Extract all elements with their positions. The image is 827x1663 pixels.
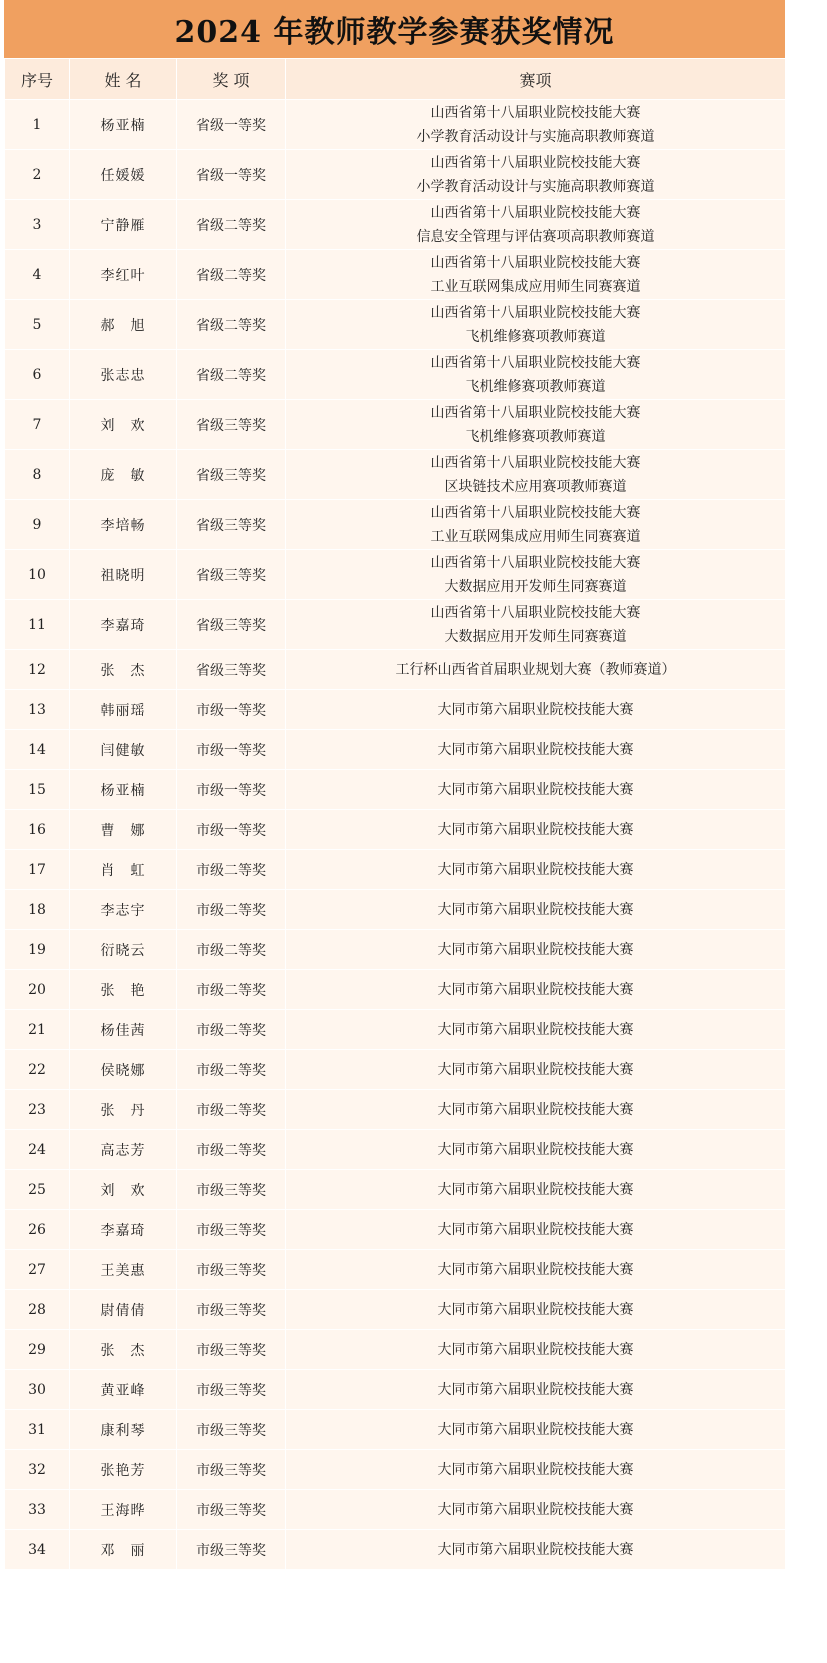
competition-line: 山西省第十八届职业院校技能大赛: [430, 404, 641, 421]
competition-line: 大同市第六届职业院校技能大赛: [437, 1021, 634, 1038]
table-row: [5, 1010, 786, 1050]
cell-index: 9: [5, 500, 70, 550]
competition-line: 信息安全管理与评估赛项高职教师赛道: [416, 228, 655, 245]
cell-index: 26: [5, 1210, 70, 1250]
cell-competition: [286, 850, 786, 890]
cell-award: 市级三等奖: [177, 1370, 286, 1410]
cell-index: 4: [5, 250, 70, 300]
cell-index: 34: [5, 1530, 70, 1570]
cell-index: 29: [5, 1330, 70, 1370]
competition-line: 山西省第十八届职业院校技能大赛: [430, 154, 641, 171]
table-row: [5, 1410, 786, 1450]
table-row: [5, 250, 786, 300]
table-row: [5, 1130, 786, 1170]
cell-name: 康利琴: [70, 1410, 177, 1450]
cell-award: 市级三等奖: [177, 1290, 286, 1330]
cell-award: 市级二等奖: [177, 970, 286, 1010]
cell-award: 市级三等奖: [177, 1330, 286, 1370]
competition-line: 工业互联网集成应用师生同赛赛道: [430, 528, 641, 545]
cell-award: 市级二等奖: [177, 1130, 286, 1170]
competition-line: 山西省第十八届职业院校技能大赛: [430, 504, 641, 521]
competition-line: 山西省第十八届职业院校技能大赛: [430, 354, 641, 371]
cell-competition: [286, 400, 786, 450]
cell-competition: [286, 100, 786, 150]
cell-award: 省级三等奖: [177, 450, 286, 500]
cell-competition: [286, 1250, 786, 1290]
cell-award: 省级三等奖: [177, 650, 286, 690]
cell-index: 19: [5, 930, 70, 970]
header-name: 姓 名: [70, 59, 177, 100]
cell-index: 12: [5, 650, 70, 690]
competition-line: 山西省第十八届职业院校技能大赛: [430, 304, 641, 321]
cell-name: 杨佳茜: [70, 1010, 177, 1050]
cell-competition: [286, 300, 786, 350]
cell-award: 市级二等奖: [177, 1050, 286, 1090]
cell-name: 邓 丽: [70, 1530, 177, 1570]
table-row: [5, 1290, 786, 1330]
cell-name: 杨亚楠: [70, 100, 177, 150]
cell-award: 市级一等奖: [177, 730, 286, 770]
table-row: [5, 1450, 786, 1490]
cell-competition: [286, 690, 786, 730]
cell-award: 市级一等奖: [177, 810, 286, 850]
cell-name: 李嘉琦: [70, 1210, 177, 1250]
table-row: [5, 730, 786, 770]
table-row: [5, 650, 786, 690]
cell-name: 张 杰: [70, 650, 177, 690]
cell-award: 市级三等奖: [177, 1530, 286, 1570]
cell-name: 张艳芳: [70, 1450, 177, 1490]
table-row: [5, 400, 786, 450]
cell-name: 高志芳: [70, 1130, 177, 1170]
cell-name: 刘 欢: [70, 400, 177, 450]
cell-award: 市级三等奖: [177, 1210, 286, 1250]
cell-competition: [286, 1210, 786, 1250]
awards-document: [4, 0, 785, 1570]
competition-line: 大同市第六届职业院校技能大赛: [437, 1461, 634, 1478]
table-row: [5, 1490, 786, 1530]
cell-name: 庞 敏: [70, 450, 177, 500]
cell-index: 6: [5, 350, 70, 400]
cell-index: 32: [5, 1450, 70, 1490]
cell-competition: [286, 730, 786, 770]
cell-name: 王海晔: [70, 1490, 177, 1530]
competition-line: 山西省第十八届职业院校技能大赛: [430, 104, 641, 121]
cell-index: 13: [5, 690, 70, 730]
header-competition: 赛项: [286, 59, 786, 100]
cell-award: 市级三等奖: [177, 1450, 286, 1490]
cell-competition: [286, 1410, 786, 1450]
cell-name: 祖晓明: [70, 550, 177, 600]
competition-line: 大数据应用开发师生同赛赛道: [444, 628, 627, 645]
cell-competition: [286, 1130, 786, 1170]
header-award: 奖 项: [177, 59, 286, 100]
cell-competition: [286, 1090, 786, 1130]
cell-index: 15: [5, 770, 70, 810]
table-row: [5, 100, 786, 150]
cell-name: 黄亚峰: [70, 1370, 177, 1410]
cell-competition: [286, 1450, 786, 1490]
cell-competition: [286, 450, 786, 500]
cell-competition: [286, 810, 786, 850]
cell-index: 33: [5, 1490, 70, 1530]
cell-competition: [286, 1050, 786, 1090]
cell-name: 郝 旭: [70, 300, 177, 350]
cell-name: 任媛媛: [70, 150, 177, 200]
cell-award: 省级三等奖: [177, 500, 286, 550]
table-row: [5, 1330, 786, 1370]
competition-line: 大同市第六届职业院校技能大赛: [437, 901, 634, 918]
cell-name: 张 丹: [70, 1090, 177, 1130]
competition-line: 大同市第六届职业院校技能大赛: [437, 1341, 634, 1358]
cell-award: 省级二等奖: [177, 350, 286, 400]
cell-competition: [286, 650, 786, 690]
cell-index: 8: [5, 450, 70, 500]
cell-index: 23: [5, 1090, 70, 1130]
cell-index: 27: [5, 1250, 70, 1290]
competition-line: 飞机维修赛项教师赛道: [465, 328, 606, 345]
cell-index: 17: [5, 850, 70, 890]
cell-award: 市级二等奖: [177, 850, 286, 890]
competition-line: 飞机维修赛项教师赛道: [465, 378, 606, 395]
cell-index: 18: [5, 890, 70, 930]
cell-name: 侯晓娜: [70, 1050, 177, 1090]
cell-competition: [286, 600, 786, 650]
cell-competition: [286, 1530, 786, 1570]
competition-line: 大同市第六届职业院校技能大赛: [437, 741, 634, 758]
table-row: [5, 1170, 786, 1210]
cell-name: 韩丽瑶: [70, 690, 177, 730]
cell-index: 20: [5, 970, 70, 1010]
cell-index: 2: [5, 150, 70, 200]
competition-line: 大同市第六届职业院校技能大赛: [437, 1541, 634, 1558]
cell-competition: [286, 1010, 786, 1050]
cell-index: 11: [5, 600, 70, 650]
table-row: [5, 970, 786, 1010]
table-row: [5, 600, 786, 650]
awards-table: [4, 58, 786, 1570]
competition-line: 大同市第六届职业院校技能大赛: [437, 981, 634, 998]
cell-index: 3: [5, 200, 70, 250]
cell-award: 市级三等奖: [177, 1410, 286, 1450]
competition-line: 大同市第六届职业院校技能大赛: [437, 1381, 634, 1398]
competition-line: 山西省第十八届职业院校技能大赛: [430, 454, 641, 471]
cell-competition: [286, 1170, 786, 1210]
cell-award: 市级二等奖: [177, 1090, 286, 1130]
competition-line: 大同市第六届职业院校技能大赛: [437, 1101, 634, 1118]
cell-index: 22: [5, 1050, 70, 1090]
cell-award: 市级一等奖: [177, 690, 286, 730]
competition-line: 小学教育活动设计与实施高职教师赛道: [416, 178, 655, 195]
cell-award: 省级一等奖: [177, 150, 286, 200]
table-row: [5, 1090, 786, 1130]
cell-competition: [286, 150, 786, 200]
table-row: [5, 810, 786, 850]
competition-line: 大数据应用开发师生同赛赛道: [444, 578, 627, 595]
cell-competition: [286, 770, 786, 810]
cell-index: 25: [5, 1170, 70, 1210]
cell-competition: [286, 1290, 786, 1330]
competition-line: 山西省第十八届职业院校技能大赛: [430, 554, 641, 571]
page-title: 2024 年教师教学参赛获奖情况: [4, 0, 785, 58]
competition-line: 大同市第六届职业院校技能大赛: [437, 1261, 634, 1278]
cell-index: 16: [5, 810, 70, 850]
cell-competition: [286, 970, 786, 1010]
cell-index: 30: [5, 1370, 70, 1410]
competition-line: 工业互联网集成应用师生同赛赛道: [430, 278, 641, 295]
cell-award: 省级二等奖: [177, 300, 286, 350]
table-row: [5, 930, 786, 970]
cell-name: 李培畅: [70, 500, 177, 550]
cell-name: 尉倩倩: [70, 1290, 177, 1330]
competition-line: 山西省第十八届职业院校技能大赛: [430, 604, 641, 621]
cell-index: 28: [5, 1290, 70, 1330]
cell-award: 省级二等奖: [177, 200, 286, 250]
table-row: [5, 1250, 786, 1290]
cell-award: 省级一等奖: [177, 100, 286, 150]
cell-award: 市级一等奖: [177, 770, 286, 810]
cell-name: 李志宇: [70, 890, 177, 930]
table-row: [5, 500, 786, 550]
table-row: [5, 890, 786, 930]
table-row: [5, 150, 786, 200]
cell-competition: [286, 500, 786, 550]
cell-name: 曹 娜: [70, 810, 177, 850]
competition-line: 大同市第六届职业院校技能大赛: [437, 1501, 634, 1518]
cell-competition: [286, 1330, 786, 1370]
table-body: [5, 100, 786, 1570]
table-row: [5, 300, 786, 350]
competition-line: 山西省第十八届职业院校技能大赛: [430, 204, 641, 221]
competition-line: 大同市第六届职业院校技能大赛: [437, 1061, 634, 1078]
cell-name: 张志忠: [70, 350, 177, 400]
competition-line: 区块链技术应用赛项教师赛道: [444, 478, 627, 495]
cell-competition: [286, 250, 786, 300]
cell-award: 省级三等奖: [177, 550, 286, 600]
cell-name: 宁静雁: [70, 200, 177, 250]
table-row: [5, 1530, 786, 1570]
cell-index: 14: [5, 730, 70, 770]
competition-line: 大同市第六届职业院校技能大赛: [437, 1301, 634, 1318]
cell-competition: [286, 550, 786, 600]
cell-award: 省级二等奖: [177, 250, 286, 300]
cell-award: 市级二等奖: [177, 890, 286, 930]
table-row: [5, 1050, 786, 1090]
table-header-row: [5, 59, 786, 100]
cell-index: 7: [5, 400, 70, 450]
cell-index: 5: [5, 300, 70, 350]
cell-index: 21: [5, 1010, 70, 1050]
competition-line: 小学教育活动设计与实施高职教师赛道: [416, 128, 655, 145]
competition-line: 大同市第六届职业院校技能大赛: [437, 1181, 634, 1198]
cell-competition: [286, 930, 786, 970]
competition-line: 工行杯山西省首届职业规划大赛（教师赛道）: [395, 661, 676, 678]
cell-name: 李红叶: [70, 250, 177, 300]
table-row: [5, 350, 786, 400]
competition-line: 大同市第六届职业院校技能大赛: [437, 701, 634, 718]
cell-competition: [286, 1490, 786, 1530]
cell-index: 10: [5, 550, 70, 600]
competition-line: 大同市第六届职业院校技能大赛: [437, 941, 634, 958]
cell-award: 市级三等奖: [177, 1490, 286, 1530]
cell-award: 市级三等奖: [177, 1170, 286, 1210]
table-row: [5, 550, 786, 600]
competition-line: 飞机维修赛项教师赛道: [465, 428, 606, 445]
competition-line: 大同市第六届职业院校技能大赛: [437, 861, 634, 878]
cell-name: 肖 虹: [70, 850, 177, 890]
table-row: [5, 200, 786, 250]
competition-line: 山西省第十八届职业院校技能大赛: [430, 254, 641, 271]
cell-name: 张 艳: [70, 970, 177, 1010]
cell-name: 刘 欢: [70, 1170, 177, 1210]
cell-award: 市级二等奖: [177, 930, 286, 970]
cell-name: 张 杰: [70, 1330, 177, 1370]
cell-award: 市级二等奖: [177, 1010, 286, 1050]
cell-award: 省级三等奖: [177, 600, 286, 650]
cell-name: 闫健敏: [70, 730, 177, 770]
header-index: 序号: [5, 59, 70, 100]
cell-index: 31: [5, 1410, 70, 1450]
cell-competition: [286, 890, 786, 930]
cell-competition: [286, 350, 786, 400]
competition-line: 大同市第六届职业院校技能大赛: [437, 781, 634, 798]
cell-award: 市级三等奖: [177, 1250, 286, 1290]
cell-name: 衍晓云: [70, 930, 177, 970]
competition-line: 大同市第六届职业院校技能大赛: [437, 1421, 634, 1438]
competition-line: 大同市第六届职业院校技能大赛: [437, 1141, 634, 1158]
table-row: [5, 1370, 786, 1410]
cell-award: 省级三等奖: [177, 400, 286, 450]
cell-name: 王美惠: [70, 1250, 177, 1290]
cell-name: 杨亚楠: [70, 770, 177, 810]
table-row: [5, 690, 786, 730]
table-row: [5, 1210, 786, 1250]
cell-competition: [286, 200, 786, 250]
cell-name: 李嘉琦: [70, 600, 177, 650]
cell-index: 24: [5, 1130, 70, 1170]
table-row: [5, 450, 786, 500]
cell-competition: [286, 1370, 786, 1410]
competition-line: 大同市第六届职业院校技能大赛: [437, 821, 634, 838]
table-row: [5, 850, 786, 890]
table-row: [5, 770, 786, 810]
cell-index: 1: [5, 100, 70, 150]
competition-line: 大同市第六届职业院校技能大赛: [437, 1221, 634, 1238]
